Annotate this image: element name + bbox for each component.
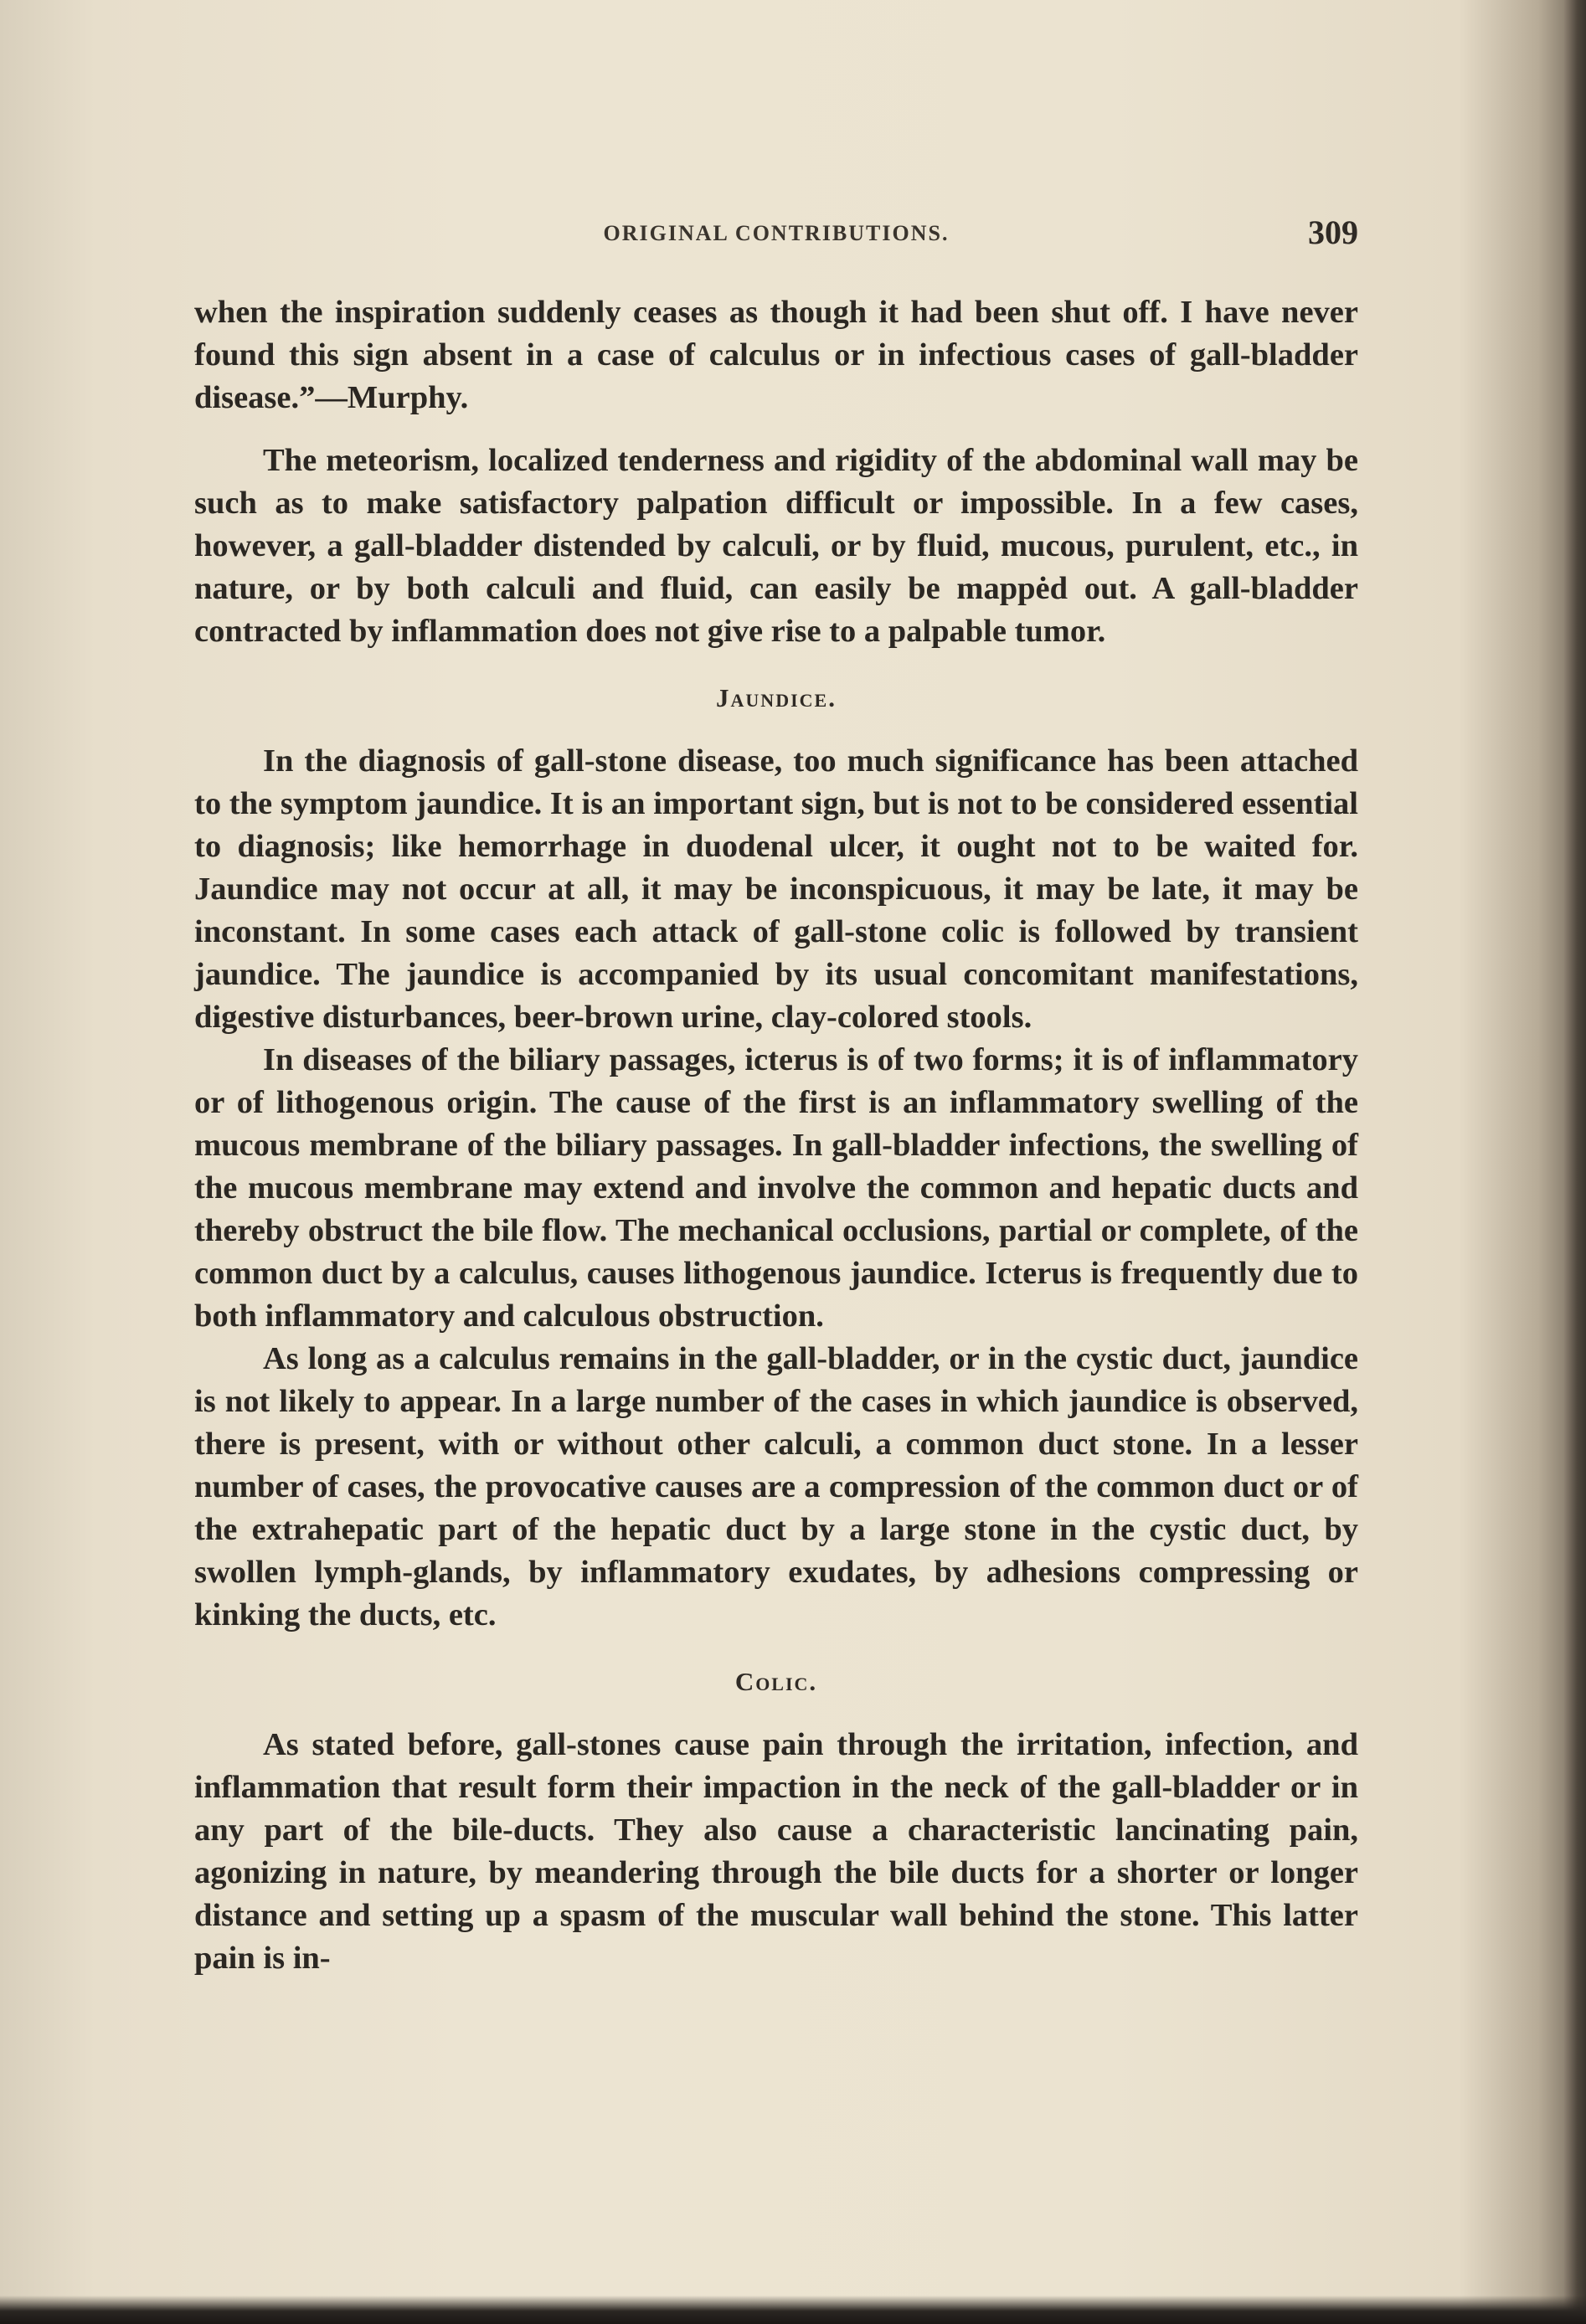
running-head xyxy=(194,209,1358,260)
text-block xyxy=(194,209,1358,1980)
page-bottom-edge xyxy=(0,2296,1586,2324)
paragraph-meteorism: The meteorism, localized tenderness and rigidity of the abdominal wall may be such as to make satisfactory palpation difficult or impossible. In a few cases, however, a gall-bladder distended by calculi, or by fluid, mucous, purulent, etc., in nature, or by both calculi and fluid, can easily be mappėd out. A gall-bladder contracted by inflammation does not give rise to a palpable tumor. xyxy=(194,443,1358,649)
paragraph-icterus-forms: In diseases of the biliary passages, icterus is of two forms; it is of inflammatory or of lithogenous origin. The cause of the first is an inflammatory swelling of the mucous membrane of the biliary passages. In gall-bladder infections, the swelling of the mucous membrane may extend and involve the common and hepatic ducts and thereby obstruct the bile flow. The mechanical occlusions, partial or complete, of the common duct by a calculus, causes lithogenous jaundice. Icterus is frequently due to both inflammatory and calculous obstruction. xyxy=(194,1042,1358,1334)
paragraph-calculus-position: As long as a calculus remains in the gall-bladder, or in the cystic duct, jaundice is not likely to appear. In a large number of the cases in which jaundice is observed, there is present, with or without other calculi, a common duct stone. In a lesser number of cases, the provocative causes are a compression of the common duct or of the extrahepatic part of the hepatic duct by a large stone in the cystic duct, by swollen lymph-glands, by inflammatory exudates, by adhesions compressing or kinking the ducts, etc. xyxy=(194,1341,1358,1632)
paragraph-murphy-quote-end: when the inspiration suddenly ceases as though it had been shut off. I have never found this sign absent in a case of calculus or in infectious cases of gall-bladder disease.”—Murphy. xyxy=(194,295,1358,415)
running-title: ORIGINAL CONTRIBUTIONS. xyxy=(603,221,950,245)
paragraph-jaundice-diagnosis: In the diagnosis of gall-stone disease, too much significance has been attached to the symptom jaundice. It is an important sign, but is not to be considered essential to diagnosis; like hemorrhage in duodenal ulcer, it ought not to be waited for. Jaundice may not occur at all, it may be inconspicuous, it may be late, it may be inconstant. In some cases each attack of gall-stone colic is followed by transient jaundice. The jaundice is accompanied by its usual concomitant manifestations, digestive disturbances, beer-brown urine, clay-colored stools. xyxy=(194,743,1358,1035)
page-right-edge xyxy=(1564,0,1586,2324)
section-heading-colic: Colic. xyxy=(734,1667,818,1696)
page-number: 309 xyxy=(1308,213,1358,251)
section-heading-jaundice: Jaundice. xyxy=(716,683,837,712)
paragraph-colic-pain: As stated before, gall-stones cause pain through the irritation, infection, and inflammation that result form their impaction in the neck of the gall-bladder or in any part of the bile-ducts. They also cause a characteristic lancinating pain, agonizing in nature, by meandering through the bile ducts for a shorter or longer distance and setting up a spasm of the muscular wall behind the stone. This latter pain is in- xyxy=(194,1727,1358,1976)
